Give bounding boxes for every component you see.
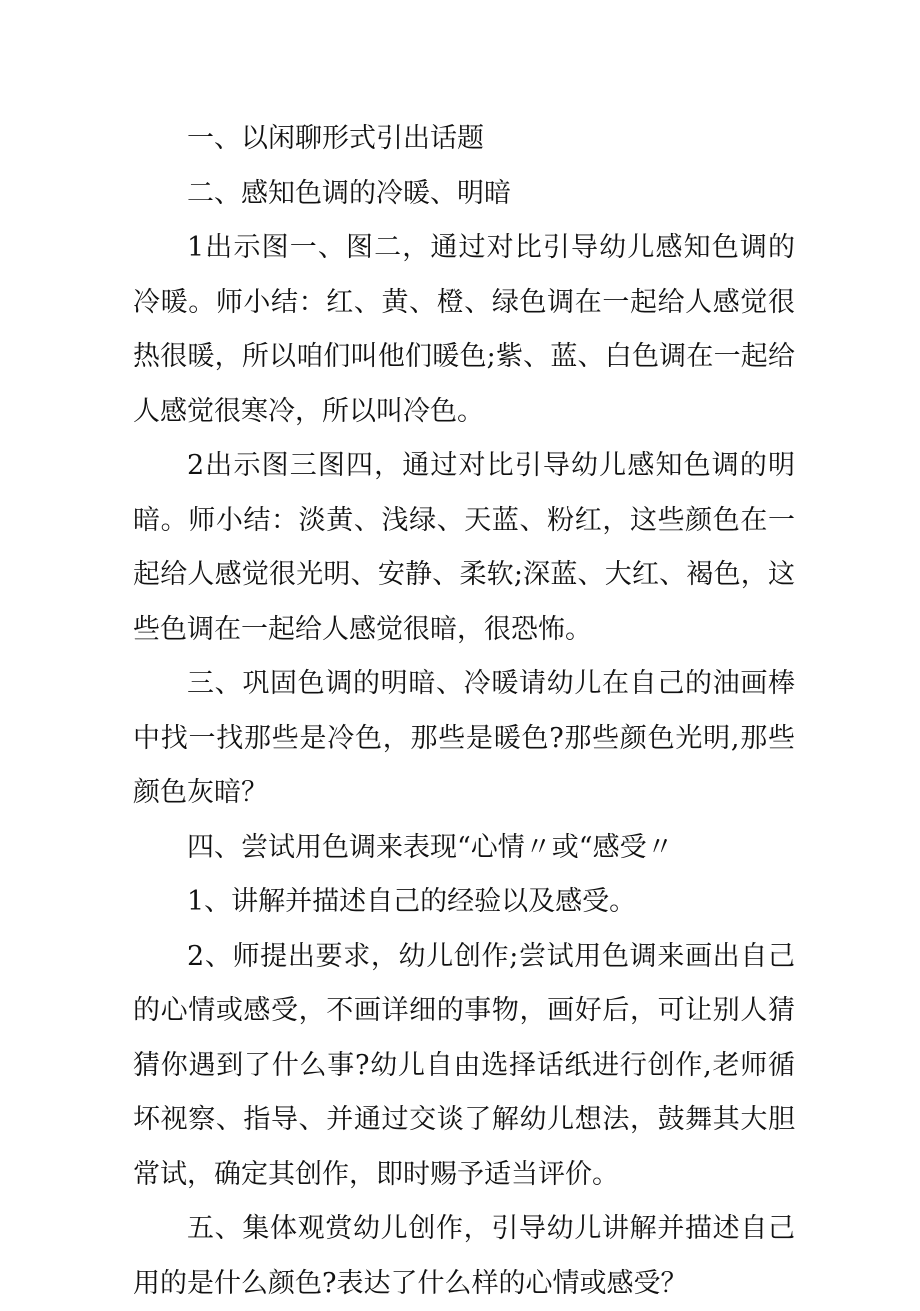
- paragraph-section-3: 三、巩固色调的明暗、冷暖请幼儿在自己的油画棒中找一找那些是冷色，那些是暖色?那些颜色光明,那些颜色灰暗？: [133, 668, 795, 808]
- paragraph-section-4: 四、尝试用色调来表现“心情〃或“感受〃: [187, 831, 674, 863]
- paragraph-step-4-1: 1、讲解并描述自己的经验以及感受。: [187, 886, 637, 917]
- paragraph-section-5: 五、集体观赏幼儿创作，引导幼儿讲解并描述自己用的是什么颜色?表达了什么样的心情或感受？: [133, 1213, 795, 1299]
- paragraph-section-1: 一、以闲聊形式引出话题: [187, 123, 484, 154]
- document-body: [133, 112, 795, 1311]
- paragraph-step-2-2: 2出示图三图四，通过对比引导幼儿感知色调的明暗。师小结：淡黄、浅绿、天蓝、粉红，这些颜色在一起给人感觉很光明、安静、柔软;深蓝、大红、褐色，这些色调在一起给人感觉很暗，很恐怖。: [133, 450, 795, 645]
- paragraph-section-2: 二、感知色调的冷暖、明暗: [187, 177, 511, 209]
- paragraph-step-2-1: 1出示图一、图二，通过对比引导幼儿感知色调的冷暖。师小结：红、黄、橙、绿色调在一起给人感觉很热很暖，所以咱们叫他们暖色;紫、蓝、白色调在一起给人感觉很寒冷，所以叫冷色。: [133, 232, 795, 427]
- paragraph-step-4-2: 2、师提出要求，幼儿创作;尝试用色调来画出自己的心情或感受，不画详细的事物，画好后，可让别人猜猜你遇到了什么事?幼儿自由选择话纸进行创作,老师循坏视察、指导、并通过交谈了解幼儿想法，鼓舞其大胆常试，确定其创作，即时赐予适当评价。: [133, 940, 795, 1190]
